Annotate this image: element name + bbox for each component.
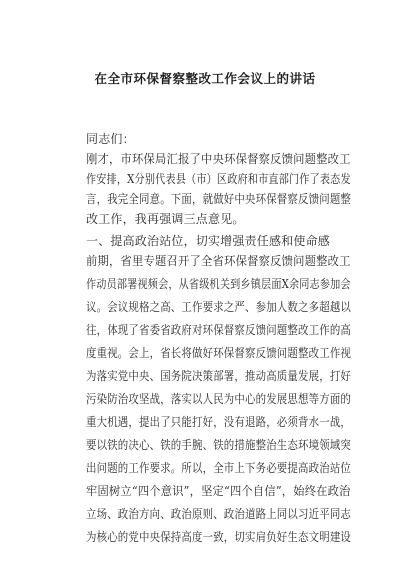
- paragraph-line: 度重视。会上，省长将做好环保督察反馈问题整改工作视: [86, 346, 352, 360]
- paragraph-line: 重大机遇，提出了只能打好，没有退路，必须背水一战，: [86, 415, 352, 429]
- paragraph-line: 立场、政治方向、政治原则、政治道路上同以习近平同志: [86, 507, 352, 521]
- paragraph-line: 牢固树立“四个意识”，坚定“四个自信”，始终在政治: [86, 484, 351, 498]
- paragraph-line: 往，体现了省委省政府对环保督察反馈问题整改工作的高: [86, 323, 352, 337]
- paragraph-line: 为核心的党中央保持高度一致，切实肩负好生态文明建设: [86, 530, 352, 544]
- paragraph-line: 刚才，市环保局汇报了中央环保督察反馈问题整改工: [86, 152, 351, 166]
- paragraph-line: 改工作，我再强调三点意见。: [86, 212, 245, 226]
- salutation: 同志们：: [86, 132, 135, 146]
- section-heading: 一、提高政治站位，切实增强责任感和使命感: [86, 234, 331, 248]
- paragraph-line: 出问题的工作要求。所以，全市上下务必要提高政治站位: [86, 461, 352, 475]
- document-title: 在全市环保督察整改工作会议上的讲话: [94, 71, 316, 86]
- paragraph-line: 言，我完全同意。下面，就做好中央环保督察反馈问题整: [86, 192, 352, 206]
- paragraph-line: 前期，省里专题召开了全省环保督察反馈问题整改工: [86, 254, 351, 268]
- paragraph-line: 要以铁的决心、铁的手腕、铁的措施整治生态环境领域突: [86, 438, 352, 452]
- paragraph-line: 污染防治攻坚战，落实以人民为中心的发展思想等方面的: [86, 392, 352, 406]
- paragraph-line: 作动员部署视频会，从省级机关到乡镇层面X余同志参加会: [86, 277, 351, 291]
- paragraph-line: 为落实党中央、国务院决策部署，推动高质量发展，打好: [86, 369, 352, 383]
- paragraph-line: 议。会议规格之高、工作要求之严、参加人数之多超越以: [86, 300, 352, 314]
- paragraph-line: 作安排，X分别代表县（市）区政府和市直部门作了表态发: [86, 172, 351, 186]
